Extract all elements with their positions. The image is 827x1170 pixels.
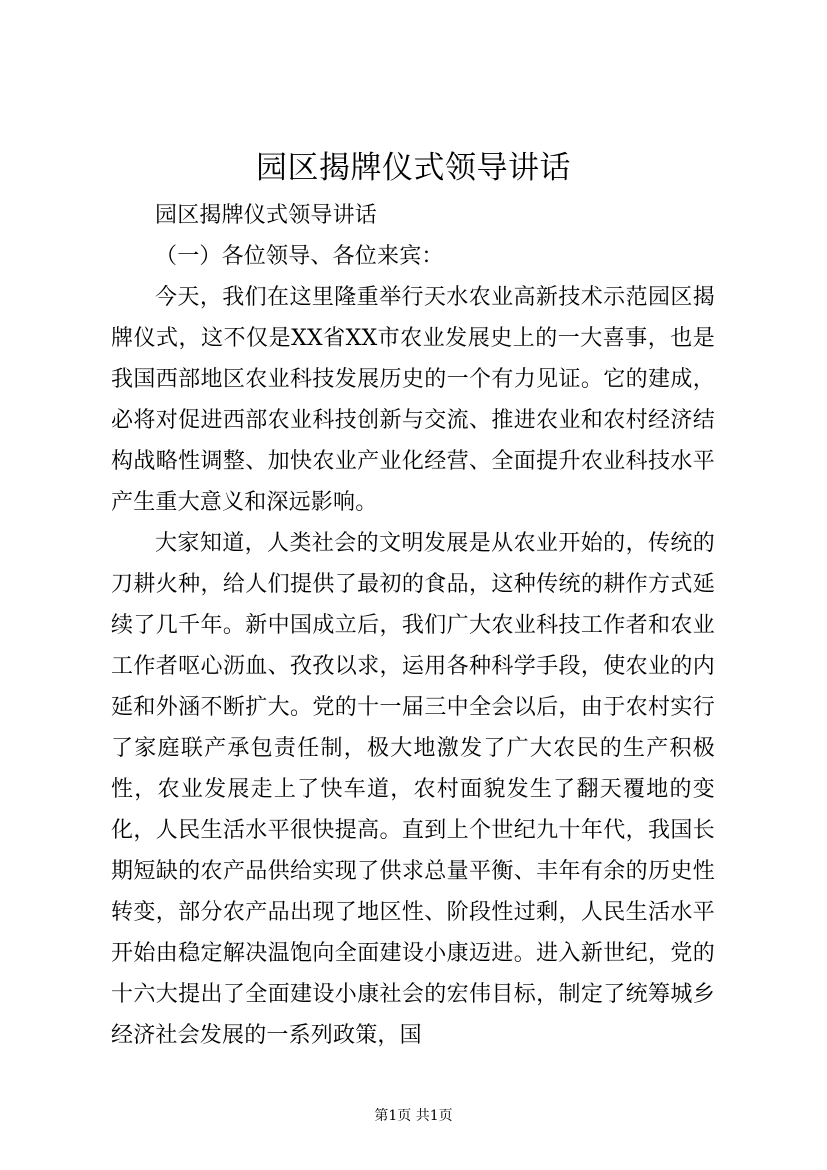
subtitle-paragraph: 园区揭牌仪式领导讲话: [155, 203, 378, 228]
document-title: 园区揭牌仪式领导讲话: [256, 150, 571, 186]
body-paragraph-1: 今天，我们在这里隆重举行天水农业高新技术示范园区揭牌仪式，这不仅是XX省XX市农业发展史上的一大喜事，也是我国西部地区农业科技发展历史的一个有力见证。它的建成，必将对促进西部农业科技创新与交流、推进农业和农村经济结构战略性调整、加快农业产业化经营、全面提升农业科技水平产生重大意义和深远影响。: [111, 285, 715, 515]
document-body: [111, 195, 715, 1056]
salutation-paragraph: （一）各位领导、各位来宾：: [155, 244, 444, 269]
body-paragraph-2: 大家知道，人类社会的文明发展是从农业开始的，传统的刀耕火种，给人们提供了最初的食品，这种传统的耕作方式延续了几千年。新中国成立后，我们广大农业科技工作者和农业工作者呕心沥血、孜孜以求，运用各种科学手段，使农业的内延和外涵不断扩大。党的十一届三中全会以后，由于农村实行了家庭联产承包责任制，极大地激发了广大农民的生产积极性，农业发展走上了快车道，农村面貌发生了翻天覆地的变化，人民生活水平很快提高。直到上个世纪九十年代，我国长期短缺的农产品供给实现了供求总量平衡、丰年有余的历史性转变，部分农产品出现了地区性、阶段性过剩，人民生活水平开始由稳定解决温饱向全面建设小康迈进。进入新世纪，党的十六大提出了全面建设小康社会的宏伟目标，制定了统筹城乡经济社会发展的一系列政策，国: [111, 531, 715, 1048]
page-number-label: 第1页 共1页: [374, 1108, 453, 1124]
page-footer: [0, 1106, 827, 1126]
